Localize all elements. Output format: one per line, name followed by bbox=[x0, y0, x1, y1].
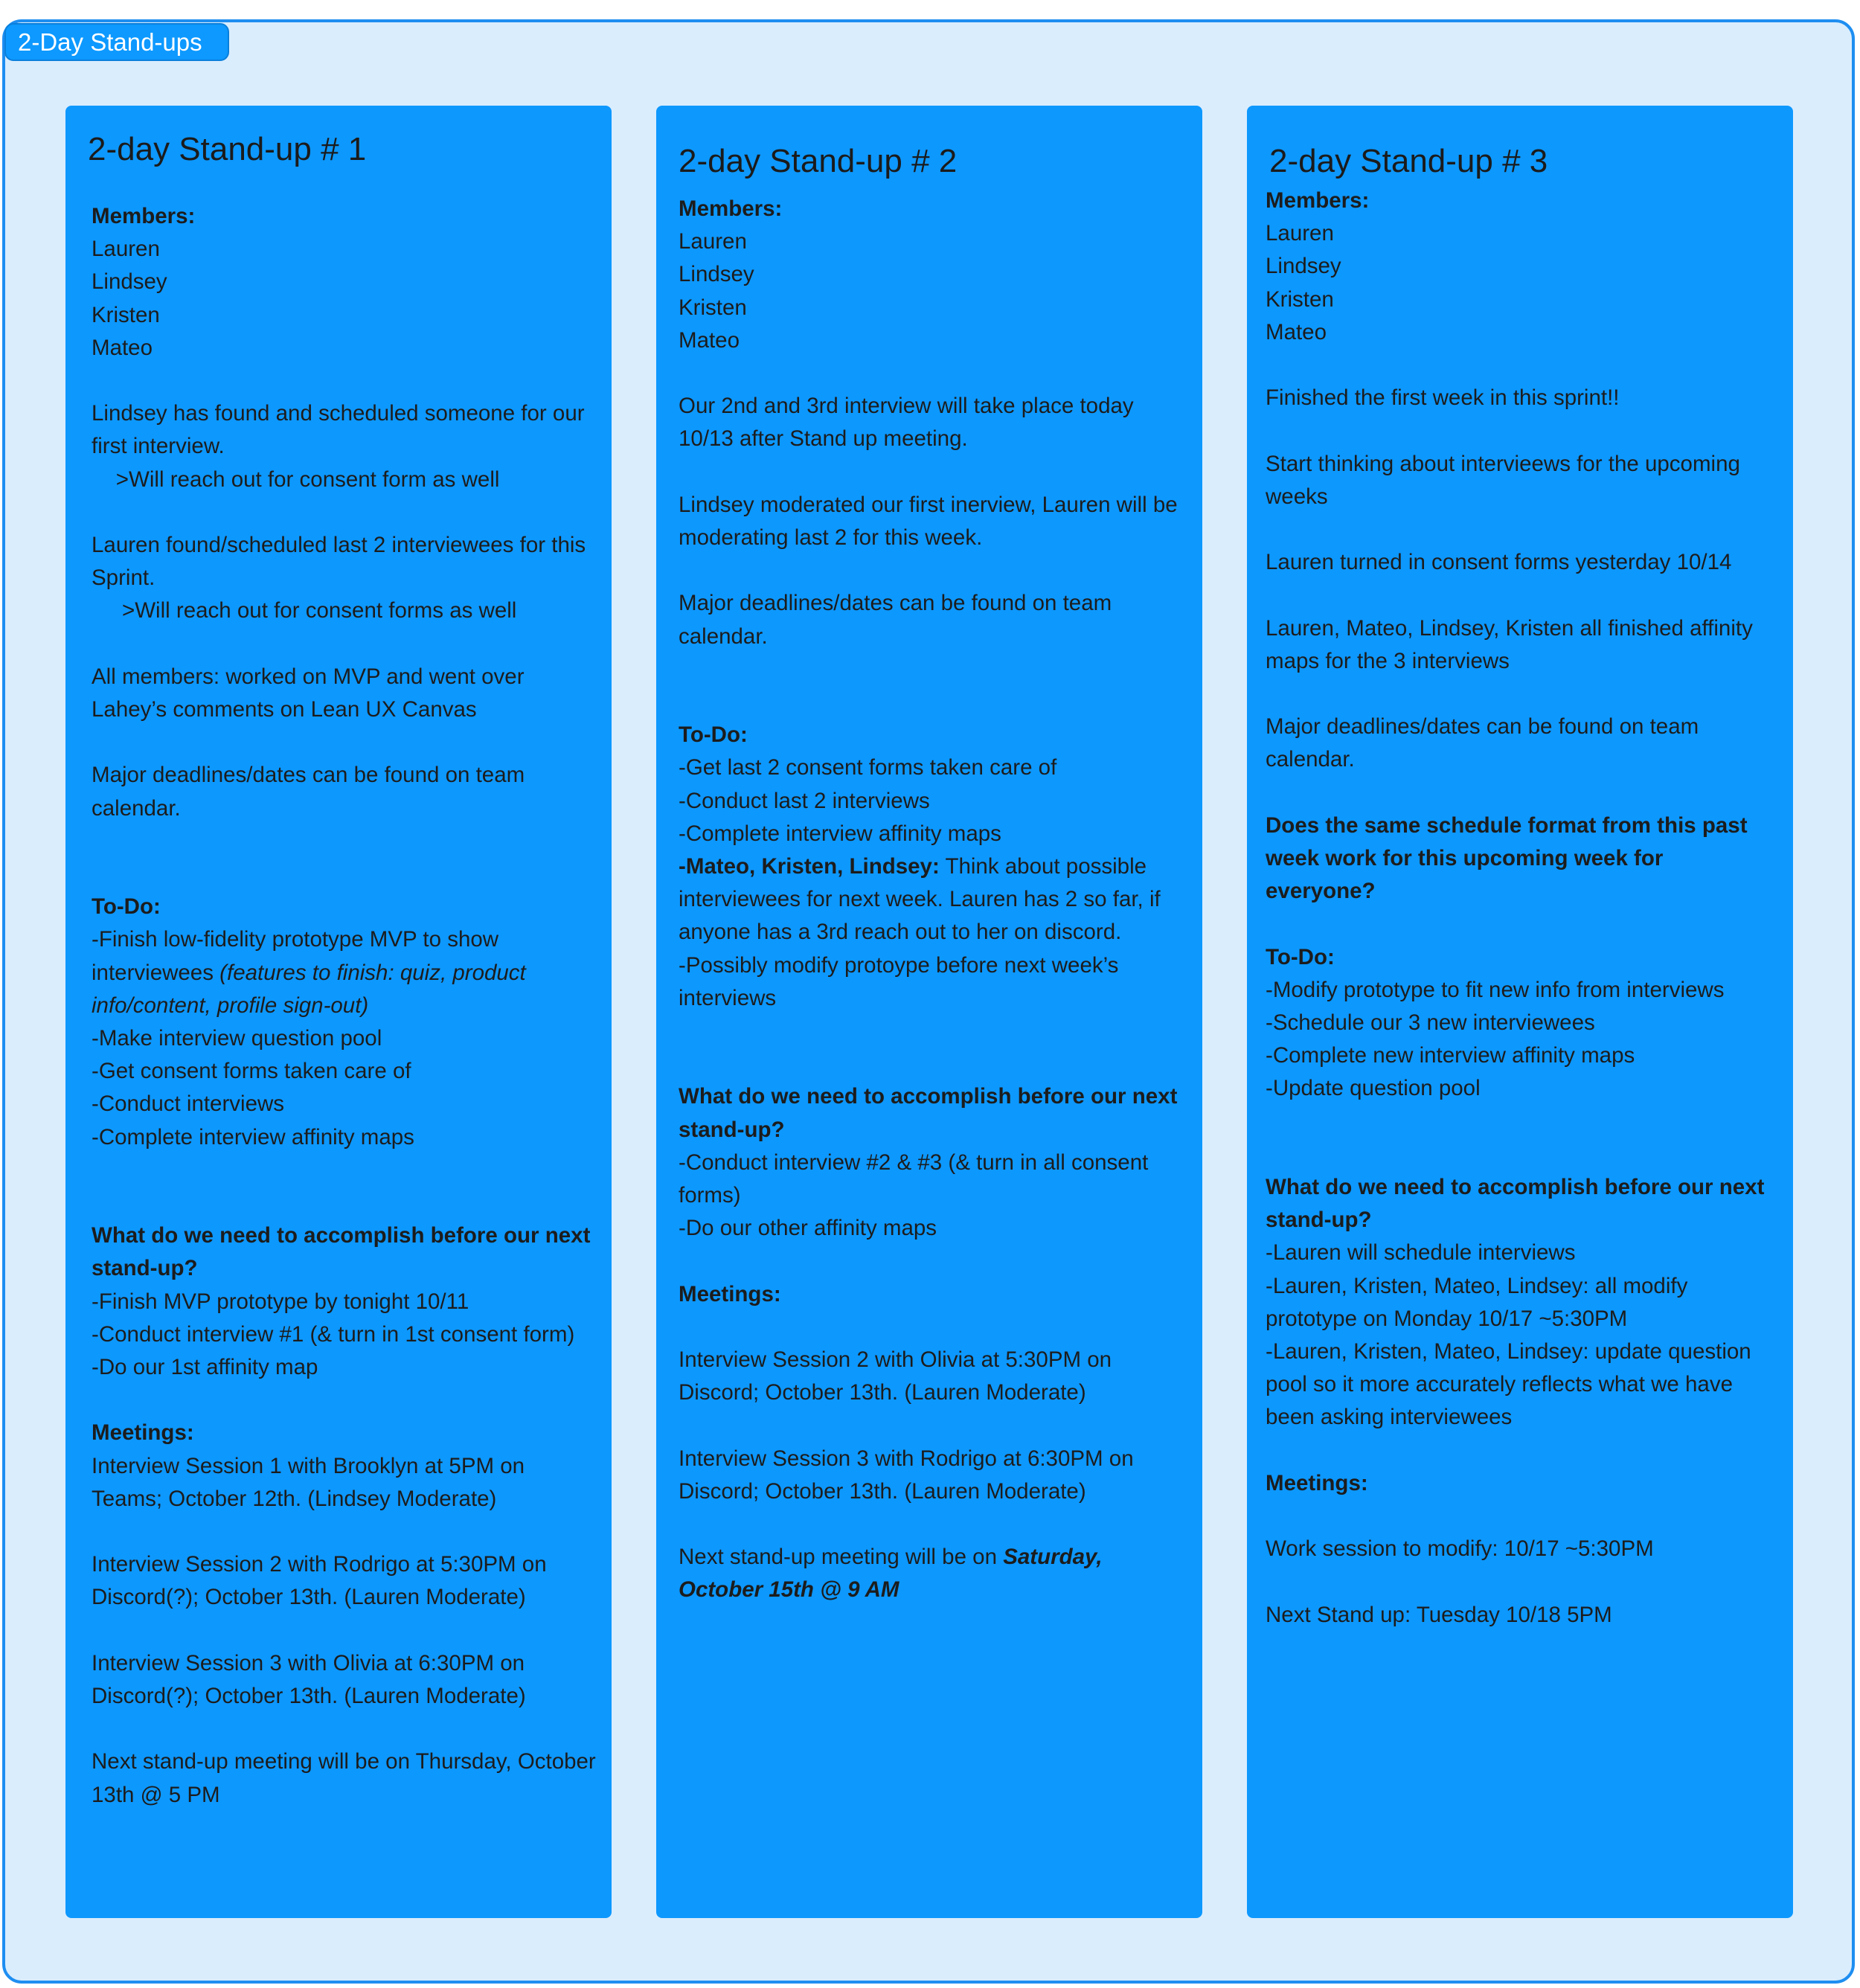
accomplish-item: -Conduct interview #2 & #3 (& turn in all consent forms) bbox=[679, 1149, 1155, 1208]
accomplish-item: -Lauren will schedule interviews bbox=[1266, 1240, 1576, 1266]
note-text: Major deadlines/dates can be found on team calendar. bbox=[92, 763, 531, 821]
accomplish-item: -Finish MVP prototype by tonight 10/11 bbox=[92, 1289, 469, 1314]
next-standup-text: Next Stand up: Tuesday 10/18 5PM bbox=[1266, 1602, 1612, 1627]
card-body bbox=[679, 193, 1184, 1607]
note-text: All members: worked on MVP and went over Lahey’s comments on Lean UX Canvas bbox=[92, 664, 530, 722]
todo-item: -Get last 2 consent forms taken care of bbox=[679, 755, 1057, 780]
todo-label: To-Do: bbox=[679, 722, 748, 748]
accomplish-item: -Conduct interview #1 (& turn in 1st consent form) bbox=[92, 1321, 575, 1347]
member-item: Lindsey bbox=[92, 269, 167, 295]
next-standup-text: Next stand-up meeting will be on Thursday, October 13th @ 5 PM bbox=[92, 1749, 602, 1807]
note-text: Lindsey moderated our first inerview, Lauren will be moderating last 2 for this week. bbox=[679, 492, 1184, 550]
note-text: Lindsey has found and scheduled someone for our first interview. bbox=[92, 401, 591, 459]
member-item: Lauren bbox=[679, 229, 747, 254]
meetings-label: Meetings: bbox=[679, 1281, 781, 1306]
todo-item: -Complete interview affinity maps bbox=[679, 821, 1001, 846]
todo-item-text: Think about possible interviewees for next week. Lauren has 2 so far, if anyone has a 3rd reach out to her on discord. bbox=[679, 854, 1167, 945]
card-body bbox=[92, 200, 602, 1812]
meeting-item: Work session to modify: 10/17 ~5:30PM bbox=[1266, 1536, 1654, 1562]
next-standup-prefix: Next stand-up meeting will be on bbox=[679, 1545, 1004, 1570]
todo-label: To-Do: bbox=[92, 894, 161, 920]
section-label[interactable]: 2-Day Stand-ups bbox=[4, 23, 229, 61]
card-title: 2-day Stand-up # 1 bbox=[88, 131, 367, 167]
accomplish-label: What do we need to accomplish before our next stand-up? bbox=[92, 1223, 597, 1281]
todo-item: -Complete new interview affinity maps bbox=[1266, 1043, 1635, 1068]
member-item: Lindsey bbox=[679, 262, 754, 287]
meeting-item: Interview Session 3 with Olivia at 6:30PM on Discord(?); October 13th. (Lauren Moderate) bbox=[92, 1650, 531, 1708]
meeting-item: Interview Session 2 with Olivia at 5:30PM on Discord; October 13th. (Lauren Moderate) bbox=[679, 1347, 1118, 1405]
accomplish-label: What do we need to accomplish before our next stand-up? bbox=[1266, 1174, 1771, 1233]
member-item: Lauren bbox=[92, 237, 160, 262]
todo-item: -Conduct interviews bbox=[92, 1091, 285, 1117]
next-standup-text bbox=[679, 1541, 1184, 1606]
todo-item: -Modify prototype to fit new info from interviews bbox=[1266, 977, 1725, 1002]
member-item: Mateo bbox=[1266, 319, 1327, 344]
todo-item: -Possibly modify protoype before next week’s interviews bbox=[679, 952, 1125, 1010]
todo-item: -Make interview question pool bbox=[92, 1026, 382, 1051]
note-text: >Will reach out for consent forms as well bbox=[92, 598, 517, 623]
todo-item bbox=[92, 923, 597, 1022]
member-item: Kristen bbox=[92, 302, 160, 327]
accomplish-item: -Lauren, Kristen, Mateo, Lindsey: all modify prototype on Monday 10/17 ~5:30PM bbox=[1266, 1273, 1694, 1331]
meeting-item: Interview Session 2 with Rodrigo at 5:30PM on Discord(?); October 13th. (Lauren Moderate) bbox=[92, 1552, 553, 1610]
note-text: >Will reach out for consent form as well bbox=[92, 466, 500, 492]
member-item: Mateo bbox=[92, 335, 153, 360]
members-label: Members: bbox=[92, 204, 196, 228]
note-text: Lauren found/scheduled last 2 interviewees for this Sprint. bbox=[92, 533, 592, 591]
note-text: Lauren, Mateo, Lindsey, Kristen all finished affinity maps for the 3 interviews bbox=[1266, 615, 1760, 673]
note-text: Start thinking about intervieews for the upcoming weeks bbox=[1266, 451, 1747, 509]
note-text: Major deadlines/dates can be found on team calendar. bbox=[679, 591, 1118, 649]
todo-item-text: -Finish low-fidelity prototype MVP to show interviewees bbox=[92, 927, 505, 985]
todo-label: To-Do: bbox=[1266, 944, 1335, 969]
members-label: Members: bbox=[1266, 188, 1370, 213]
note-text: Lauren turned in consent forms yesterday 10/14 bbox=[1266, 550, 1732, 575]
schedule-question: Does the same schedule format from this past week work for this upcoming week for everyone? bbox=[1266, 812, 1754, 904]
todo-item: -Complete interview affinity maps bbox=[92, 1124, 414, 1149]
card-title: 2-day Stand-up # 3 bbox=[1269, 143, 1548, 179]
sticky-note-standup-1[interactable] bbox=[65, 106, 612, 1918]
meeting-item: Interview Session 1 with Brooklyn at 5PM on Teams; October 12th. (Lindsey Moderate) bbox=[92, 1453, 530, 1511]
card-body bbox=[1266, 185, 1771, 1632]
note-text: Finished the first week in this sprint!! bbox=[1266, 385, 1620, 411]
next-standup-date: Saturday, October 15th @ 9 AM bbox=[679, 1545, 1109, 1603]
meetings-label: Meetings: bbox=[92, 1420, 194, 1446]
accomplish-item: -Do our 1st affinity map bbox=[92, 1355, 318, 1380]
member-item: Kristen bbox=[679, 295, 747, 320]
todo-item: -Update question pool bbox=[1266, 1076, 1481, 1101]
sticky-note-standup-3[interactable] bbox=[1247, 106, 1793, 1918]
member-item: Lauren bbox=[1266, 221, 1334, 246]
members-label: Members: bbox=[679, 196, 783, 221]
todo-item: -Schedule our 3 new interviewees bbox=[1266, 1010, 1595, 1035]
note-text: Major deadlines/dates can be found on team calendar. bbox=[1266, 714, 1705, 772]
meeting-item: Interview Session 3 with Rodrigo at 6:30PM on Discord; October 13th. (Lauren Moderate) bbox=[679, 1446, 1140, 1504]
todo-item bbox=[679, 850, 1184, 949]
note-text: Our 2nd and 3rd interview will take place today 10/13 after Stand up meeting. bbox=[679, 394, 1140, 452]
member-item: Kristen bbox=[1266, 286, 1334, 312]
card-title: 2-day Stand-up # 2 bbox=[679, 143, 958, 179]
member-item: Lindsey bbox=[1266, 254, 1341, 279]
todo-item-italic-text: (features to finish: quiz, product info/content, profile sign-out) bbox=[92, 960, 532, 1018]
accomplish-item: -Lauren, Kristen, Mateo, Lindsey: update question pool so it more accurately reflects what we have been asking interviewees bbox=[1266, 1338, 1757, 1430]
todo-assignees: -Mateo, Kristen, Lindsey: bbox=[679, 854, 940, 879]
meetings-label: Meetings: bbox=[1266, 1470, 1368, 1495]
todo-item: -Conduct last 2 interviews bbox=[679, 788, 930, 813]
sticky-note-standup-2[interactable] bbox=[656, 106, 1202, 1918]
accomplish-label: What do we need to accomplish before our next stand-up? bbox=[679, 1084, 1184, 1142]
accomplish-item: -Do our other affinity maps bbox=[679, 1216, 937, 1241]
todo-item: -Get consent forms taken care of bbox=[92, 1059, 411, 1084]
member-item: Mateo bbox=[679, 327, 740, 353]
